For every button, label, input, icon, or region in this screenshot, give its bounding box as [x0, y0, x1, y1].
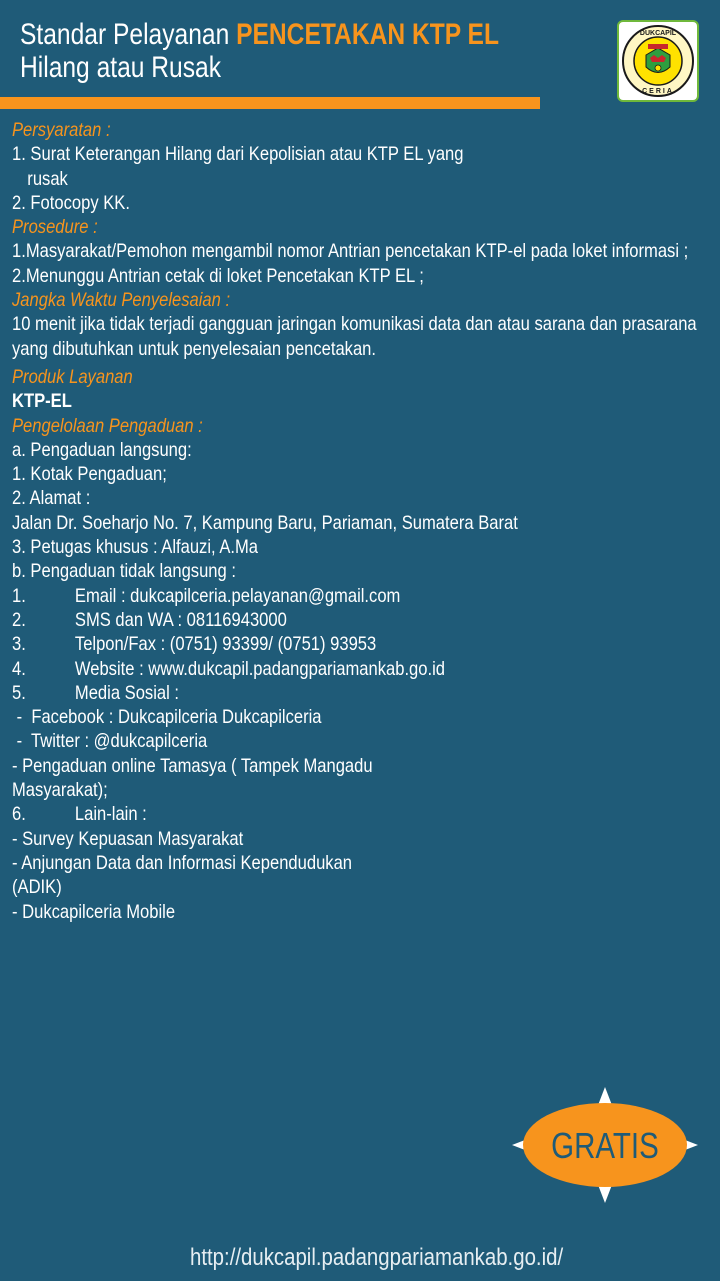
persyaratan-heading: Persyaratan : — [12, 119, 111, 141]
jangka-waktu-heading: Jangka Waktu Penyelesaian : — [12, 289, 231, 312]
prosedure-heading: Prosedure : — [12, 216, 98, 239]
pengaduan-online-1: - Pengaduan online Tamasya ( Tampek Mangadu — [12, 754, 373, 777]
title-highlight: PENCETAKAN KTP EL — [236, 18, 499, 51]
gratis-label: GRATIS — [551, 1125, 659, 1166]
pengaduan-b-item-2: 2. SMS dan WA : 08116943000 — [12, 608, 287, 631]
pengaduan-mobile: - Dukcapilceria Mobile — [12, 900, 176, 923]
pengaduan-a-item-2: 2. Alamat : — [12, 487, 91, 510]
pengaduan-a-item-3: 3. Petugas khusus : Alfauzi, A.Ma — [12, 536, 259, 559]
dukcapil-ceria-logo — [617, 20, 699, 102]
prosedure-item-2: 2.Menunggu Antrian cetak di loket Pencetakan KTP EL ; — [12, 264, 424, 287]
pengaduan-a-label: a. Pengaduan langsung: — [12, 438, 192, 461]
logo-emblem-icon — [619, 22, 697, 100]
jangka-waktu-line-1: 10 menit jika tidak terjadi gangguan jaringan komunikasi data dan atau sarana dan prasarana — [12, 313, 697, 336]
pengaduan-twitter: - Twitter : @dukcapilceria — [12, 730, 208, 753]
footer-url: http://dukcapil.padangpariamankab.go.id/ — [190, 1244, 564, 1271]
logo-bottom-text: CERIA — [642, 88, 674, 95]
pengaduan-b-item-5: 5. Media Sosial : — [12, 681, 180, 704]
pengaduan-b-label: b. Pengaduan tidak langsung : — [12, 560, 236, 583]
gratis-badge — [510, 1085, 700, 1205]
pengaduan-b-item-4: 4. Website : www.dukcapil.padangpariamankab.go.id — [12, 657, 445, 680]
pengaduan-adik-1: - Anjungan Data dan Informasi Kependudukan — [12, 851, 353, 874]
pengaduan-b-item-1: 1. Email : dukcapilceria.pelayanan@gmail.com — [12, 584, 401, 607]
page-title — [20, 18, 499, 84]
pengaduan-online-2: Masyarakat); — [12, 779, 108, 802]
header-divider — [0, 97, 540, 109]
prosedure-item-1: 1.Masyarakat/Pemohon mengambil nomor Antrian pencetakan KTP-el pada loket informasi ; — [12, 240, 689, 263]
produk-value: KTP-EL — [12, 390, 72, 413]
persyaratan-item-2: 2. Fotocopy KK. — [12, 191, 130, 214]
logo-top-text: DUKCAPIL — [639, 30, 677, 37]
pengaduan-facebook: - Facebook : Dukcapilceria Dukcapilceria — [12, 706, 322, 729]
pengaduan-a-item-1: 1. Kotak Pengaduan; — [12, 463, 167, 486]
title-line-1: Standar Pelayanan PENCETAKAN KTP EL — [20, 18, 499, 51]
pengaduan-b-item-3: 3. Telpon/Fax : (0751) 93399/ (0751) 93953 — [12, 633, 377, 656]
persyaratan-item-1: 1. Surat Keterangan Hilang dari Kepolisian atau KTP EL yang — [12, 143, 464, 166]
produk-heading: Produk Layanan — [12, 365, 133, 388]
pengaduan-adik-2: (ADIK) — [12, 876, 62, 899]
pengaduan-alamat: Jalan Dr. Soeharjo No. 7, Kampung Baru, Pariaman, Sumatera Barat — [12, 511, 518, 534]
jangka-waktu-line-2: yang dibutuhkan untuk penyelesaian pencetakan. — [12, 337, 377, 360]
pengaduan-b-item-6: 6. Lain-lain : — [12, 803, 147, 826]
pengaduan-survey: - Survey Kepuasan Masyarakat — [12, 827, 244, 850]
persyaratan-item-1-cont: rusak — [27, 167, 68, 190]
service-standard-content — [12, 118, 702, 924]
title-line-2: Hilang atau Rusak — [20, 51, 222, 84]
pengaduan-heading: Pengelolaan Pengaduan : — [12, 414, 203, 437]
